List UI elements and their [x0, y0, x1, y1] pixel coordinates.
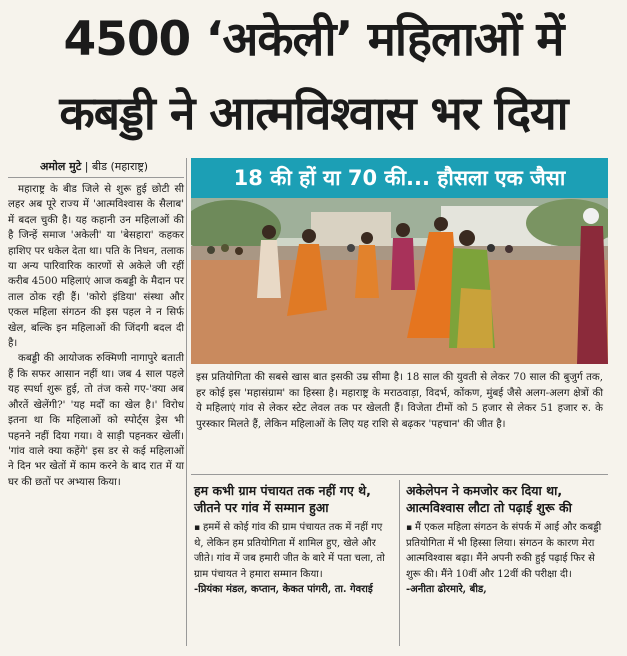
story-left-heading: हम कभी ग्राम पंचायत तक नहीं गए थे, जीतने पर गांव में सम्मान हुआ	[194, 483, 371, 515]
story-left-body	[194, 520, 394, 597]
story-right-signature: -अनीता ढोरमारे, बीड,	[406, 583, 487, 595]
kabaddi-photo	[191, 198, 608, 364]
story-right-body	[406, 520, 610, 597]
photo-banner: 18 की हों या 70 की... हौसला एक जैसा	[191, 158, 608, 198]
headline-line-1: 4500 ‘अकेली’ महिलाओं में	[63, 12, 564, 67]
story-right-text: ▪ मैं एकल महिला संगठन के संपर्क में आई और कबड्डी प्रतियोगिता में भी हिस्सा लिया। संगठन के कारण मेरा आत्मविश्वास बढ़ा। मैंने अपनी रुकी हुई पढ़ाई फिर से शुरू की। मैंने 10वीं और 12वीं की परीक्षा दी।	[406, 522, 601, 580]
main-story-paragraph-1: महाराष्ट्र के बीड जिले से शुरू हुई छोटी सी लहर अब पूरे राज्य में 'आत्मविश्वास के सैलाब' में बदल चुकी है। यह कहानी उन महिलाओं की है जिन्हें समाज 'अकेली' या 'बेसहारा' कहकर हाशिए पर धकेल देता था। पति के निधन, तलाक या अन्य पारिवारिक कारणों से अकेले जी रहीं करीब 4500 महिलाएं आज कबड्डी के मैदान पर ताल ठोक रही हैं। 'कोरो इंडिया' संस्था और एकल महिला संगठन की इस पहल ने न सिर्फ खेल, बल्कि इन महिलाओं की जिंदगी बदल दी है।	[8, 184, 184, 350]
byline-author: अमोल मुटे	[40, 160, 82, 173]
main-story-column	[8, 182, 184, 490]
main-story-paragraph-2: कबड्डी की आयोजक रुक्मिणी नागापुरे बताती हैं कि सफर आसान नहीं था। जब 4 साल पहले यह स्पर्धा शुरू हुई, तो तंज कसे गए-'क्या अब औरतें खेलेंगी?' 'यह मर्दों का खेल है।' विरोध इतना था कि महिलाओं को स्पोर्ट्स ड्रेस भी पहनने नहीं दिया गया। वे साड़ी पहनकर खेलीं। 'गांव वाले क्या कहेंगे' इस डर से कई महिलाओं ने दिन भर खेतों में काम करने के बाद रात में या घर की छतों पर अभ्यास किया।	[8, 353, 184, 488]
story-left-signature: -प्रियंका मंडल, कप्तान, केकत पांगरी, ता. गेवराई	[194, 583, 373, 595]
byline	[40, 159, 148, 174]
story-left-text: ▪ हममें से कोई गांव की ग्राम पंचायत तक में नहीं गए थे, लेकिन हम प्रतियोगिता में शामिल हुए, खेले और जीते। गांव में जब हमारी जीत के बारे में पता चला, तो ग्राम पंचायत ने हमारा सम्मान किया।	[194, 522, 385, 580]
headline-line-2: कबड्डी ने आत्मविश्वास भर दिया	[59, 86, 568, 140]
byline-divider	[8, 177, 184, 178]
column-divider	[186, 158, 187, 646]
story-right-heading: अकेलेपन ने कमजोर कर दिया था, आत्मविश्वास लौटा तो पढ़ाई शुरू की	[406, 483, 572, 515]
photo-caption: इस प्रतियोगिता की सबसे खास बात इसकी उम्र सीमा है। 18 साल की युवती से लेकर 70 साल की बुजुर्ग तक, हर कोई इस 'महासंग्राम' का हिस्सा है। महाराष्ट्र के मराठवाड़ा, विदर्भ, कोंकण, मुंबई जैसे अलग-अलग क्षेत्रों की ये महिलाएं गांव से लेकर स्टेट लेवल तक पर खेलती हैं। विजेता टीमों को 5 हजार से लेकर 51 हजार रु. के पुरस्कार मिलते हैं, लेकिन महिलाओं के लिए यह राशि से बढ़कर 'पहचान' की जीत है।	[196, 372, 603, 430]
story-divider	[399, 480, 400, 646]
byline-place: | बीड (महाराष्ट्र)	[84, 160, 149, 173]
section-divider	[191, 474, 608, 475]
